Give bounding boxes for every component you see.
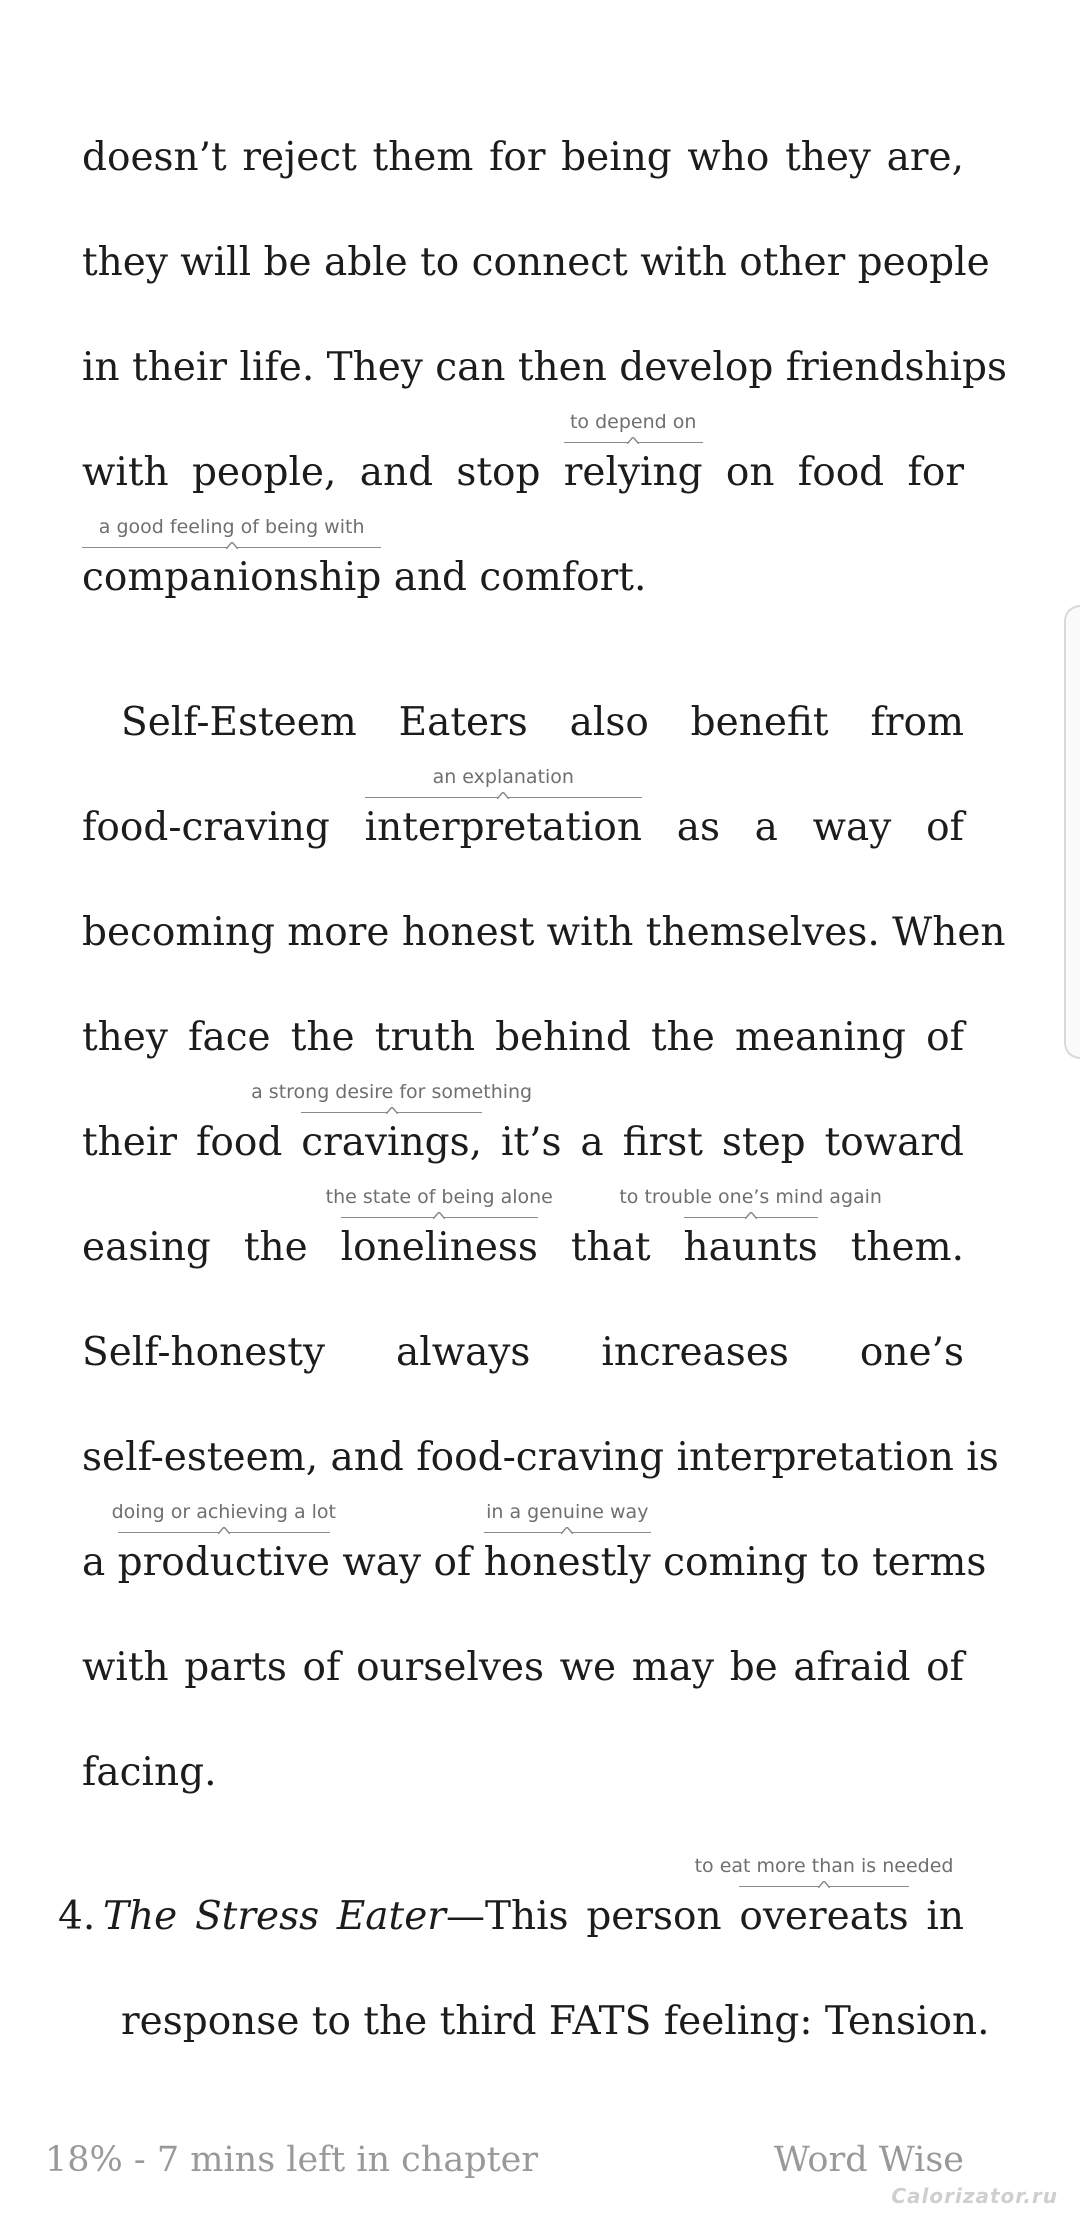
- text-line: Self-Esteem Eaters also benefit from: [121, 700, 964, 745]
- word: easing: [82, 1225, 211, 1270]
- word: on: [725, 450, 775, 495]
- caret-icon: [218, 1527, 230, 1534]
- word: companionship: [82, 555, 382, 600]
- caret-icon: [386, 1107, 398, 1114]
- word-wise-hint[interactable]: to trouble one’s mind again: [619, 1186, 882, 1208]
- text-line: they face the truth behind the meaning of: [82, 1015, 964, 1060]
- word-wise-word-loneliness[interactable]: [325, 1186, 553, 1278]
- text-line: [82, 1186, 964, 1278]
- word: cravings,: [301, 1120, 482, 1165]
- word: relying: [563, 450, 703, 495]
- word: it’s a first step toward: [500, 1120, 964, 1165]
- word-wise-hint[interactable]: an explanation: [432, 766, 574, 788]
- text-line: Self-honesty always increases one’s: [82, 1330, 964, 1375]
- caret-icon: [627, 437, 639, 444]
- word: productive: [117, 1540, 330, 1585]
- word: food: [195, 1120, 283, 1165]
- word: of: [433, 1540, 472, 1585]
- word: and: [359, 450, 434, 495]
- word-wise-hint[interactable]: to depend on: [569, 411, 697, 433]
- scroll-handle[interactable]: [1064, 605, 1080, 1059]
- word-wise-hint[interactable]: the state of being alone: [325, 1186, 553, 1208]
- word: a: [82, 1540, 106, 1585]
- text-line: [82, 1081, 964, 1173]
- word-wise-toggle[interactable]: Word Wise: [773, 2140, 964, 2180]
- word-wise-word-productive[interactable]: [111, 1501, 337, 1593]
- text-line: [82, 1501, 987, 1593]
- item-title: The Stress Eater: [103, 1894, 446, 1939]
- text-line: with parts of ourselves we may be afraid of: [82, 1645, 964, 1690]
- word: interpretation: [364, 805, 642, 850]
- word: —This: [445, 1894, 569, 1939]
- word: haunts: [683, 1225, 818, 1270]
- word: loneliness: [340, 1225, 538, 1270]
- word-wise-hint[interactable]: in a genuine way: [486, 1501, 649, 1523]
- text-line: in their life. They can then develop friendships: [82, 345, 1008, 390]
- text-line: [82, 411, 965, 503]
- text-line: they will be able to connect with other people: [82, 240, 990, 285]
- word: as a way of: [676, 805, 964, 850]
- word-wise-word-honestly[interactable]: [483, 1501, 651, 1593]
- word: them.: [850, 1225, 964, 1270]
- watermark: Calorizator.ru: [891, 2184, 1058, 2208]
- word: coming to terms: [663, 1540, 987, 1585]
- text-line: [82, 516, 964, 608]
- word: honestly: [483, 1540, 651, 1585]
- word-wise-hint[interactable]: doing or achieving a lot: [111, 1501, 337, 1523]
- word: food-craving: [82, 805, 330, 850]
- text-line: self-esteem, and food-craving interpretation is: [82, 1435, 999, 1480]
- word-wise-hint[interactable]: a good feeling of being with: [98, 516, 365, 538]
- word: person: [586, 1894, 722, 1939]
- caret-icon: [226, 542, 238, 549]
- word-wise-hint[interactable]: a strong desire for something: [251, 1081, 533, 1103]
- caret-icon: [561, 1527, 573, 1534]
- word-wise-word-haunts[interactable]: [619, 1186, 882, 1278]
- caret-icon: [433, 1212, 445, 1219]
- caret-icon: [497, 792, 509, 799]
- caret-icon: [745, 1212, 757, 1219]
- word: for: [907, 450, 965, 495]
- word: and comfort.: [393, 555, 647, 600]
- text-line: doesn’t reject them for being who they are,: [82, 135, 964, 180]
- word-wise-word-relying[interactable]: [563, 411, 703, 503]
- word: in: [926, 1894, 964, 1939]
- text-line: becoming more honest with themselves. When: [82, 910, 1006, 955]
- word: food: [797, 450, 885, 495]
- word-wise-word-cravings[interactable]: [251, 1081, 533, 1173]
- word-wise-word-interpretation[interactable]: [364, 766, 642, 858]
- text-line: facing.: [82, 1750, 217, 1795]
- word: with: [82, 450, 169, 495]
- word: the: [243, 1225, 308, 1270]
- word: overeats: [739, 1894, 909, 1939]
- word: way: [342, 1540, 422, 1585]
- text-line: response to the third FATS feeling: Tension.: [121, 1999, 990, 2044]
- list-number: 4.: [58, 1894, 96, 1939]
- word: stop: [456, 450, 541, 495]
- caret-icon: [818, 1881, 830, 1888]
- word-wise-word-companionship[interactable]: [82, 516, 382, 608]
- word: people,: [191, 450, 337, 495]
- text-line: [103, 1855, 964, 1947]
- reading-progress[interactable]: 18% - 7 mins left in chapter: [45, 2140, 539, 2180]
- word-wise-hint[interactable]: to eat more than is needed: [694, 1855, 954, 1877]
- text-line: [82, 766, 964, 858]
- word: their: [82, 1120, 177, 1165]
- word: that: [570, 1225, 651, 1270]
